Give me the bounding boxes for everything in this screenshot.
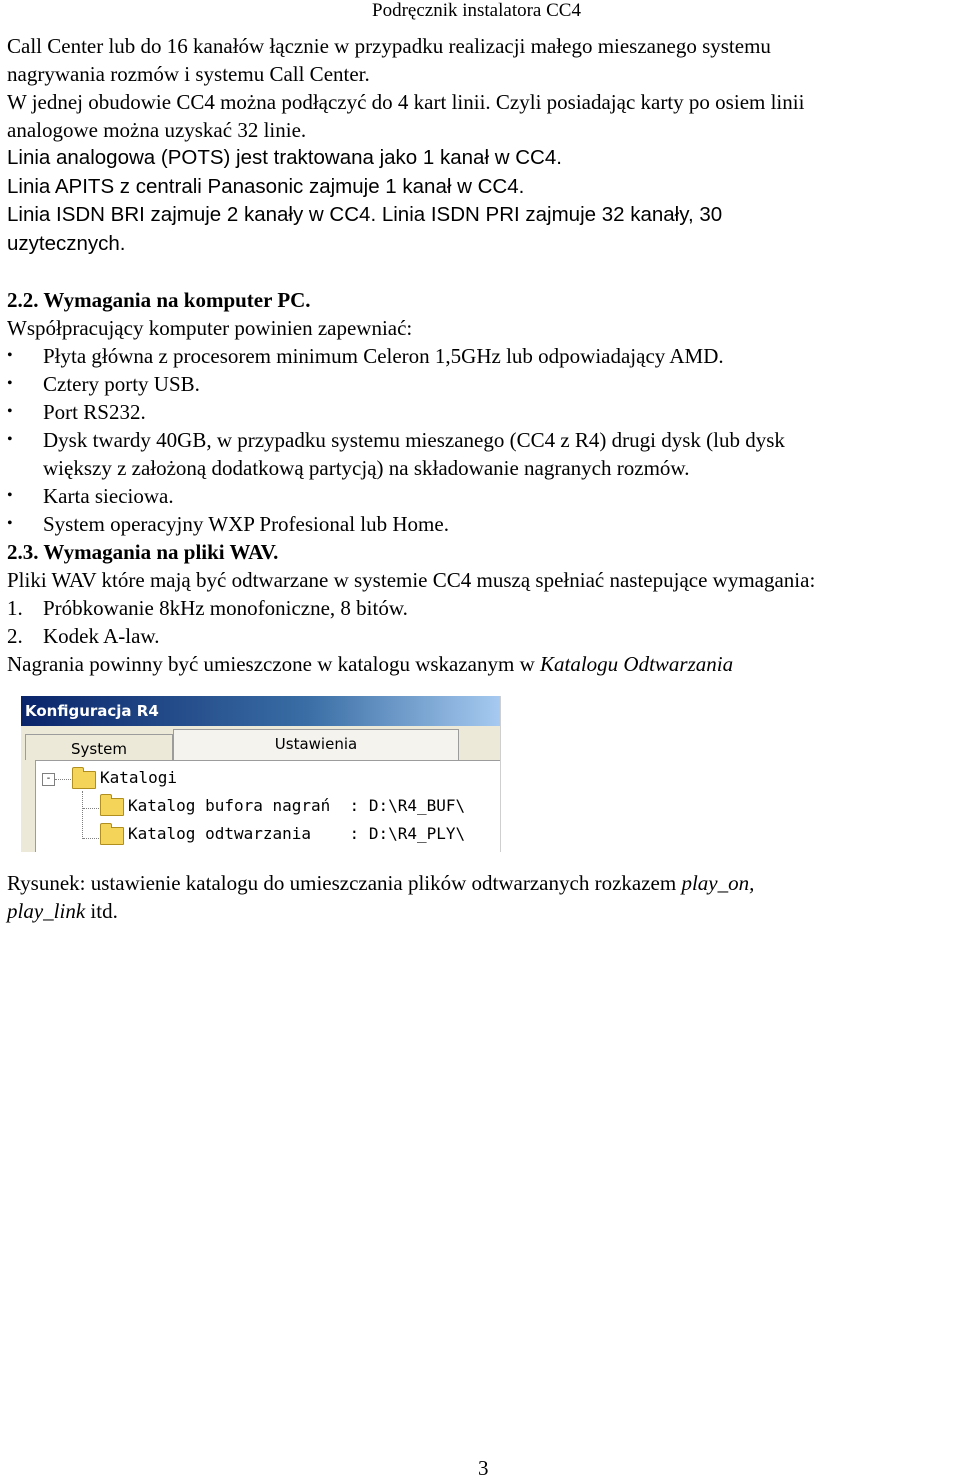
tree-item-buffer-dir[interactable]: Katalog bufora nagrań : D:\R4_BUF\: [128, 796, 466, 815]
bullet-icon: •: [7, 515, 13, 532]
list-item: • Port RS232.: [7, 400, 146, 424]
section-heading-pc: 2.2. Wymagania na komputer PC.: [7, 288, 311, 312]
config-window-screenshot: [21, 696, 501, 852]
directory-tree: [35, 760, 501, 852]
requirements-list: [7, 342, 957, 538]
folder-icon: [100, 827, 124, 845]
folder-icon: [100, 798, 124, 816]
spacer: [7, 258, 957, 286]
page-number: 3: [478, 1456, 489, 1480]
document-body: [7, 32, 957, 678]
line-type-info: Linia ISDN BRI zajmuje 2 kanały w CC4. Linia ISDN PRI zajmuje 32 kanały, 30: [7, 203, 723, 226]
list-item: • System operacyjny WXP Profesional lub Home.: [7, 512, 449, 536]
bullet-icon: •: [7, 347, 13, 364]
intro-line: analogowe można uzyskać 32 linie.: [7, 118, 307, 142]
bullet-icon: •: [7, 431, 13, 448]
list-item: • Cztery porty USB.: [7, 372, 200, 396]
bullet-icon: •: [7, 487, 13, 504]
line-type-info: uzytecznych.: [7, 231, 126, 255]
folder-icon: [72, 771, 96, 789]
line-type-info: Linia analogowa (POTS) jest traktowana jako 1 kanał w CC4.: [7, 146, 562, 169]
intro-line: W jednej obudowie CC4 można podłączyć do 4 kart linii. Czyli posiadając karty po osiem linii: [7, 90, 805, 114]
collapse-icon[interactable]: -: [42, 773, 55, 786]
window-title: Konfiguracja R4: [21, 696, 500, 726]
tree-connector: [55, 779, 71, 780]
list-item: 2. Kodek A-law.: [7, 624, 160, 648]
intro-line: nagrywania rozmów i systemu Call Center.: [7, 62, 370, 86]
list-item: • Dysk twardy 40GB, w przypadku systemu mieszanego (CC4 z R4) drugi dysk (lub dysk większy z założoną dodatkową partycją) na składowanie nagranych rozmów.: [7, 428, 785, 480]
tree-root-label[interactable]: Katalogi: [100, 768, 178, 787]
intro-line: Call Center lub do 16 kanałów łącznie w przypadku realizacji małego mieszanego systemu: [7, 34, 771, 58]
wav-requirements-list: [7, 594, 957, 650]
tree-item-playback-dir[interactable]: Katalog odtwarzania : D:\R4_PLY\: [128, 824, 466, 843]
tab-settings[interactable]: Ustawienia: [173, 729, 459, 760]
list-item: • Płyta główna z procesorem minimum Celeron 1,5GHz lub odpowiadający AMD.: [7, 344, 724, 368]
tree-connector: [82, 791, 83, 839]
tree-connector: [83, 808, 101, 809]
section-intro-wav: Pliki WAV które mają być odtwarzane w systemie CC4 muszą spełniać nastepujące wymagania:: [7, 568, 816, 592]
bullet-icon: •: [7, 403, 13, 420]
list-item: 1. Próbkowanie 8kHz monofoniczne, 8 bitów.: [7, 596, 408, 620]
figure-caption: Rysunek: ustawienie katalogu do umieszczania plików odtwarzanych rozkazem play_on, play_link itd.: [7, 871, 755, 923]
tree-connector: [83, 838, 101, 839]
running-header: Podręcznik instalatora CC4: [372, 0, 581, 21]
list-item: • Karta sieciowa.: [7, 484, 174, 508]
bullet-icon: •: [7, 375, 13, 392]
line-type-info: Linia APITS z centrali Panasonic zajmuje 1 kanał w CC4.: [7, 174, 525, 198]
tab-system[interactable]: System: [25, 734, 173, 760]
recordings-location: Nagrania powinny być umieszczone w katalogu wskazanym w Katalogu Odtwarzania: [7, 652, 734, 676]
section-heading-wav: 2.3. Wymagania na pliki WAV.: [7, 540, 279, 564]
section-intro-pc: Współpracujący komputer powinien zapewniać:: [7, 316, 413, 340]
tab-bar: [21, 726, 500, 760]
